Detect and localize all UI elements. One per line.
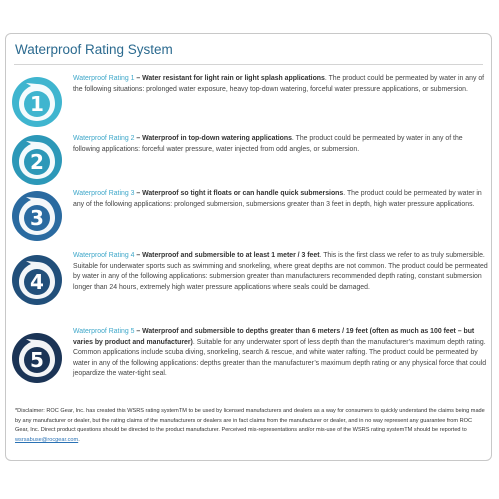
rating-1: [6, 72, 491, 132]
rating-3-sep: –: [134, 190, 143, 197]
rating-4-body: . This is the first class we refer to as truly submersible. Suitable for underwater sports such as swimming and snorkeling, where great depths are not common. The product could be permeated by water in any of the following applications: submersion greater than manufacturers recommended depth rating, constant submersion longer than 24 hours, extremely high water pressure applications where seals could be damaged.: [73, 252, 488, 291]
rating-1-description: [73, 74, 488, 95]
rating-3-body: . The product could be permeated by water in any of the following applications: prolonged submersion, submersions greater than 3 feet in depth, high water pressure applications.: [73, 190, 482, 208]
water-drop-badge-2-icon: [11, 134, 63, 186]
rating-4-sep: –: [134, 252, 143, 259]
rating-1-body: . The product could be permeated by water in any of the following situations: prolonged water exposure, heavy top-down watering, forceful water pressure applications, or submersion.: [73, 75, 485, 93]
disclaimer: [15, 407, 485, 445]
rating-1-label: Waterproof Rating 1: [73, 75, 135, 82]
badge-number-5: 5: [30, 348, 44, 372]
rating-4-headline: Waterproof and submersible to at least 1 meter / 3 feet: [142, 252, 320, 259]
page-title: Waterproof Rating System: [15, 42, 173, 57]
water-drop-badge-3-icon: [11, 190, 63, 242]
rating-4-label: Waterproof Rating 4: [73, 252, 135, 259]
rating-5: [6, 324, 491, 394]
rating-3-headline: Waterproof so tight it floats or can handle quick submersions: [142, 190, 344, 197]
rating-4: [6, 248, 491, 320]
rating-2-label: Waterproof Rating 2: [73, 135, 135, 142]
rating-2-description: [73, 134, 488, 155]
rating-3-description: [73, 189, 488, 210]
rating-2: [6, 132, 491, 190]
rating-system-card: [5, 33, 492, 461]
rating-5-label: Waterproof Rating 5: [73, 328, 135, 335]
rating-3: [6, 186, 491, 248]
badge-number-1: 1: [30, 92, 44, 116]
report-email-link[interactable]: wsrsabuse@rocgear.com: [15, 436, 79, 443]
disclaimer-text: *Disclaimer: ROC Gear, Inc. has created this WSRS rating systemTM to be used by licensed manufacturers and dealers as a way for consumers to quickly understand the claims being made by any manufacturer or dealer, but the rating claims of the manufacturers or dealers are in fact claims from the manufacturer or dealer, and in no way represent any guarantee from ROC Gear, Inc. Direct product questions should be directed to the product manufacturer. Perceived mis-representations and/or mis-use of the WSRS rating systemTM should be reported to: [15, 408, 485, 434]
badge-number-2: 2: [30, 150, 44, 174]
rating-2-sep: –: [134, 135, 143, 142]
rating-1-sep: –: [134, 75, 143, 82]
rating-5-headline: Waterproof and submersible to depths greater than 6 meters / 19 feet (often as much as 100 feet – but varies by product and manufacturer): [73, 328, 475, 346]
water-drop-badge-5-icon: [11, 332, 63, 384]
badge-number-4: 4: [30, 270, 44, 294]
badge-number-3: 3: [30, 206, 44, 230]
rating-5-description: [73, 327, 488, 380]
rating-5-sep: –: [134, 328, 143, 335]
disclaimer-end: .: [78, 436, 80, 443]
water-drop-badge-4-icon: [11, 254, 63, 306]
rating-2-headline: Waterproof in top-down watering applications: [142, 135, 292, 142]
water-drop-badge-1-icon: [11, 76, 63, 128]
rating-1-headline: Water resistant for light rain or light splash applications: [142, 75, 325, 82]
rating-4-description: [73, 251, 488, 293]
rating-3-label: Waterproof Rating 3: [73, 190, 135, 197]
rating-5-body: . Suitable for any underwater sport of less depth than the manufacturer’s maximum depth rating. Common applications include scuba diving, snorkeling, search & rescue, and white water rafting. The product could be permeated by water in any of the following applications: depths greater than the manufacturer’s maximum depth rating or any physical force that could jeopardize the water-tight seal.: [73, 338, 487, 378]
title-divider: [14, 64, 483, 65]
rating-2-body: . The product could be permeated by water in any of the following applications: forceful water pressure, water injected from odd angles, or submersion.: [73, 135, 463, 153]
